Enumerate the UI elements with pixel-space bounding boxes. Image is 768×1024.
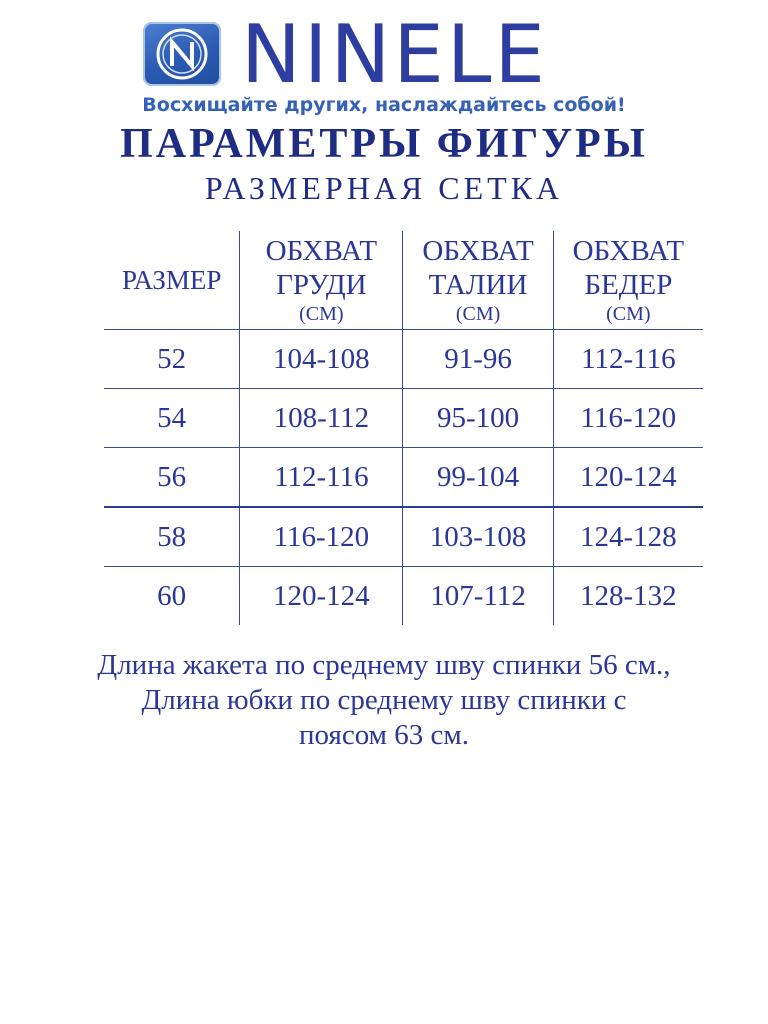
header-hips-unit: (СМ) xyxy=(606,303,651,325)
cell-size: 52 xyxy=(157,342,187,375)
cell-chest: 108-112 xyxy=(240,389,403,448)
cell-waist: 107-112 xyxy=(403,567,553,626)
table-row xyxy=(104,448,703,508)
size-chart-table xyxy=(104,231,703,625)
header-waist-unit: (СМ) xyxy=(455,303,501,325)
cell-size: 56 xyxy=(104,448,240,508)
brand-header xyxy=(143,8,643,101)
cell-size: 60 xyxy=(104,567,240,626)
header-waist-line2: ТАЛИИ xyxy=(428,269,528,301)
cell-size: 54 xyxy=(104,389,240,448)
page-subtitle: РАЗМЕРНАЯ СЕТКА xyxy=(204,170,564,206)
cell-hips: 112-116 xyxy=(553,330,703,389)
header-hips-line2: БЕДЕР xyxy=(584,269,673,301)
length-note xyxy=(0,648,768,753)
note-line1: Длина жакета по среднему шву спинки 56 см., xyxy=(97,649,671,681)
header-chest-line2: ГРУДИ xyxy=(276,269,367,301)
cell-hips: 120-124 xyxy=(553,448,703,508)
cell-waist: 95-100 xyxy=(403,389,553,448)
table-row xyxy=(104,567,703,626)
header-hips-line1: ОБХВАТ xyxy=(572,235,685,267)
cell-hips: 124-128 xyxy=(553,507,703,567)
ninele-logo-icon xyxy=(143,22,221,86)
cell-waist: 99-104 xyxy=(403,448,553,508)
page-title: ПАРАМЕТРЫ ФИГУРЫ xyxy=(120,121,648,167)
brand-name: NINELE xyxy=(241,8,548,101)
header-waist-line1: ОБХВАТ xyxy=(422,235,534,267)
cell-hips: 116-120 xyxy=(553,389,703,448)
table-row xyxy=(104,389,703,448)
cell-chest: 116-120 xyxy=(240,507,403,567)
cell-size: 58 xyxy=(104,507,240,567)
header-waist xyxy=(403,231,553,330)
cell-chest: 104-108 xyxy=(240,330,403,389)
table-row xyxy=(104,330,703,389)
header-size: РАЗМЕР xyxy=(104,231,240,330)
header-chest-unit: (СМ) xyxy=(299,303,344,325)
cell-hips: 128-132 xyxy=(553,567,703,626)
brand-slogan: Восхищайте других, наслаждайтесь собой! xyxy=(142,94,626,116)
cell-waist: 91-96 xyxy=(403,330,553,389)
header-hips xyxy=(553,231,703,330)
cell-chest: 112-116 xyxy=(240,448,403,508)
header-chest xyxy=(240,231,403,330)
note-line2: Длина юбки по среднему шву спинки с xyxy=(141,684,627,716)
table-row xyxy=(104,507,703,567)
header-chest-line1: ОБХВАТ xyxy=(265,235,378,267)
cell-chest: 120-124 xyxy=(240,567,403,626)
cell-waist: 103-108 xyxy=(403,507,553,567)
table-header-row xyxy=(104,231,703,330)
note-line3: поясом 63 см. xyxy=(299,719,469,751)
